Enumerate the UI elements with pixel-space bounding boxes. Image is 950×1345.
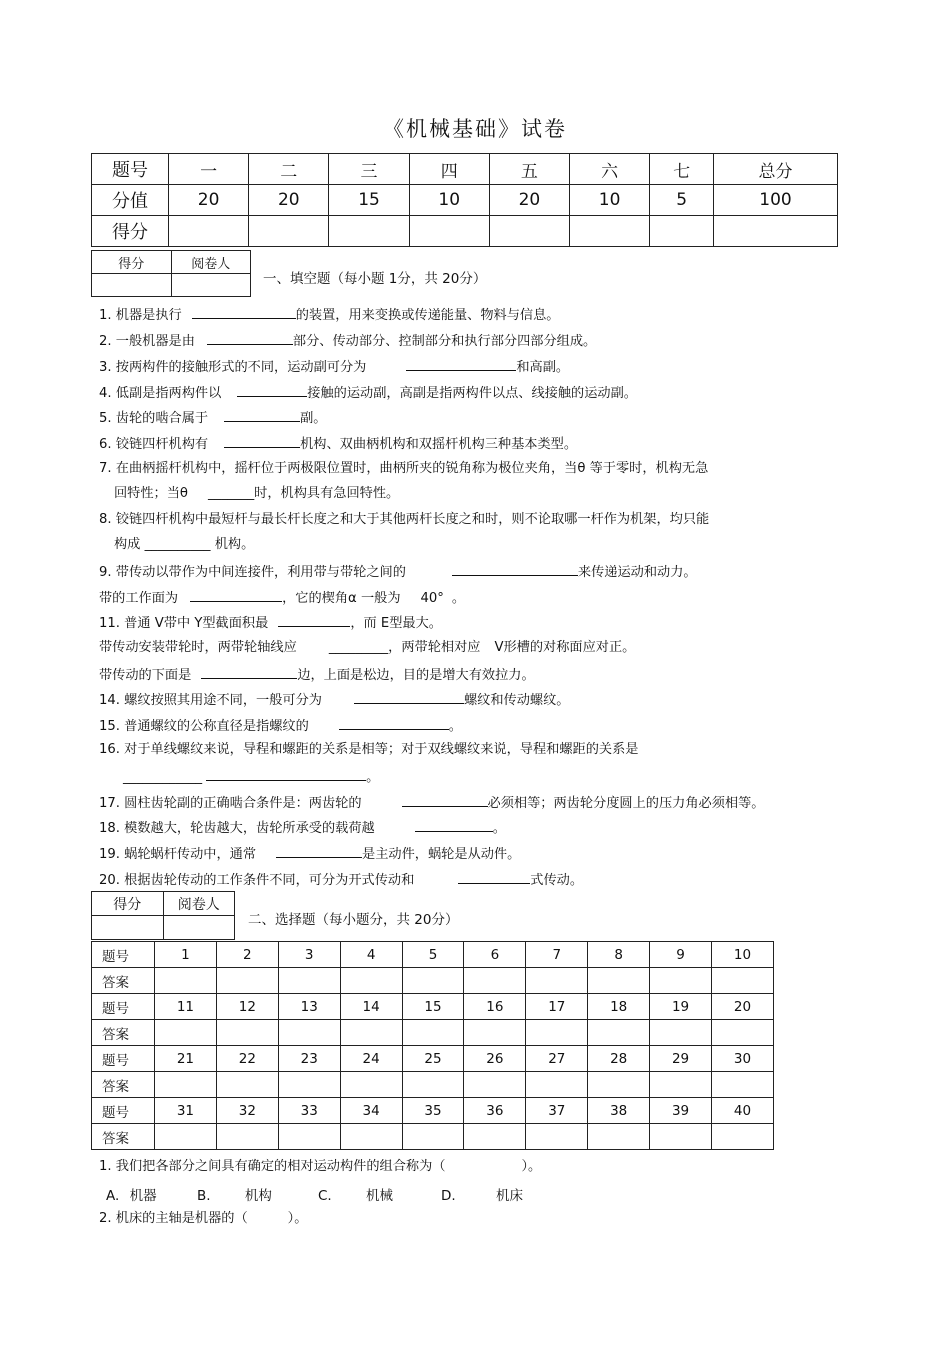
answer-blank[interactable]: [201, 666, 297, 679]
fill-question-10: [99, 589, 465, 607]
question-number-cell: 25: [402, 1046, 464, 1072]
answer-cell[interactable]: [216, 1124, 278, 1150]
score-header-cell: 题号: [92, 154, 169, 185]
page-title: 《机械基础》试卷: [383, 117, 567, 141]
answer-number-label: 题号: [92, 1046, 155, 1072]
question-number-cell: 19: [650, 994, 712, 1020]
answer-blank[interactable]: [224, 409, 300, 422]
option-c[interactable]: [318, 1184, 393, 1204]
answer-number-row: [92, 1046, 774, 1072]
score-earned-cell[interactable]: [713, 216, 837, 247]
answer-blank[interactable]: [452, 563, 578, 576]
answer-cell[interactable]: [588, 1020, 650, 1046]
question-number-cell: 26: [464, 1046, 526, 1072]
answer-cell[interactable]: [216, 1020, 278, 1046]
answer-cell[interactable]: [588, 1072, 650, 1098]
option-text: 机床: [495, 1188, 523, 1204]
fill-question-5: [99, 409, 326, 427]
score-earned-cell[interactable]: [169, 216, 249, 247]
question-text: 40°: [420, 591, 444, 606]
fill-question-8-cont: [114, 537, 254, 553]
answer-label: 答案: [92, 1124, 155, 1150]
score-earned-cell[interactable]: [249, 216, 329, 247]
question-text: ）。: [287, 1211, 308, 1226]
answer-number-row: [92, 1098, 774, 1124]
answer-cell[interactable]: [712, 1072, 774, 1098]
answer-row: [92, 1124, 774, 1150]
answer-blank[interactable]: [415, 819, 493, 832]
grader-reviewer-label: 阅卷人: [163, 892, 235, 916]
question-number-cell: 17: [526, 994, 588, 1020]
answer-row: [92, 1020, 774, 1046]
question-number-cell: 31: [155, 1098, 217, 1124]
option-text: 机构: [244, 1188, 272, 1204]
score-value-cell: 20: [489, 185, 569, 216]
option-d[interactable]: [441, 1184, 523, 1204]
answer-blank[interactable]: [278, 614, 350, 627]
score-header-cell: 五: [489, 154, 569, 185]
question-text: 式传动。: [530, 873, 584, 888]
option-label: D.: [441, 1188, 456, 1204]
question-text: 和高副。: [516, 360, 570, 375]
answer-cell[interactable]: [712, 1124, 774, 1150]
question-number-cell: 21: [155, 1046, 217, 1072]
grader-reviewer-cell[interactable]: [171, 274, 251, 297]
answer-number-label: 题号: [92, 1098, 155, 1124]
answer-cell[interactable]: [464, 1072, 526, 1098]
question-number-cell: 9: [650, 942, 712, 968]
question-text: 1. 机器是执行: [99, 308, 182, 323]
answer-cell[interactable]: [340, 1124, 402, 1150]
fill-question-7-cont: [114, 486, 399, 502]
answer-cell[interactable]: [650, 968, 712, 994]
question-number-cell: 33: [278, 1098, 340, 1124]
answer-label: 答案: [92, 1072, 155, 1098]
question-number-cell: 40: [712, 1098, 774, 1124]
fill-question-16-cont: [123, 768, 379, 786]
answer-cell[interactable]: [650, 1072, 712, 1098]
question-text: ，而 E型最大。: [350, 616, 442, 631]
grader-score-label: 得分: [92, 892, 164, 916]
question-text: 9. 带传动以带作为中间连接件，利用带与带轮之间的: [99, 565, 406, 580]
answer-cell[interactable]: [402, 1124, 464, 1150]
answer-blank[interactable]: [237, 384, 307, 397]
answer-blank[interactable]: _________: [328, 640, 389, 655]
score-table-values-row: [92, 185, 838, 216]
question-text: 15. 普通螺纹的公称直径是指螺纹的: [99, 719, 309, 734]
question-text: 1. 我们把各部分之间具有确定的相对运动构件的组合称为（: [99, 1159, 446, 1174]
grader-box-section1: [91, 250, 251, 297]
question-number-cell: 36: [464, 1098, 526, 1124]
answer-number-label: 题号: [92, 942, 155, 968]
question-number-cell: 5: [402, 942, 464, 968]
option-label: A.: [106, 1188, 120, 1204]
question-number-cell: 12: [216, 994, 278, 1020]
question-number-cell: 30: [712, 1046, 774, 1072]
answer-cell[interactable]: [278, 1072, 340, 1098]
question-number-cell: 18: [588, 994, 650, 1020]
question-text: 机构、双曲柄机构和双摇杆机构三种基本类型。: [300, 437, 578, 452]
question-number-cell: 4: [340, 942, 402, 968]
question-text: 带传动的下面是: [99, 668, 192, 683]
answer-cell[interactable]: [402, 1072, 464, 1098]
score-value-cell: 20: [169, 185, 249, 216]
answer-cell[interactable]: [278, 1020, 340, 1046]
question-number-cell: 35: [402, 1098, 464, 1124]
fill-question-17: [99, 794, 764, 812]
question-text: V形槽的对称面应对正。: [494, 640, 636, 655]
question-text: 。: [451, 591, 466, 606]
question-text: 2. 机床的主轴是机器的（: [99, 1211, 248, 1226]
question-number-cell: 2: [216, 942, 278, 968]
answer-cell[interactable]: [712, 1020, 774, 1046]
answer-blank[interactable]: [190, 589, 282, 602]
question-number-cell: 28: [588, 1046, 650, 1072]
question-text: 18. 模数越大，轮齿越大，齿轮所承受的载荷越: [99, 821, 375, 836]
answer-row: [92, 1072, 774, 1098]
question-text: 构成 __________ 机构。: [114, 537, 255, 552]
score-header-cell: 二: [249, 154, 329, 185]
answer-cell[interactable]: [340, 1072, 402, 1098]
question-text: 必须相等；两齿轮分度圆上的压力角必须相等。: [487, 796, 765, 811]
fill-question-3: [99, 358, 569, 376]
grader-score-cell[interactable]: [92, 916, 164, 940]
question-number-cell: 23: [278, 1046, 340, 1072]
fill-question-9: [99, 563, 697, 581]
score-earned-cell[interactable]: [329, 216, 409, 247]
question-text: 2. 一般机器是由: [99, 334, 195, 349]
question-number-cell: 15: [402, 994, 464, 1020]
answer-number-row: [92, 994, 774, 1020]
score-value-cell: 20: [249, 185, 329, 216]
question-number-cell: 39: [650, 1098, 712, 1124]
score-header-cell: 六: [570, 154, 650, 185]
answer-cell[interactable]: [278, 968, 340, 994]
question-text: 边，上面是松边，目的是增大有效拉力。: [297, 668, 535, 683]
fill-question-20: [99, 871, 583, 889]
score-value-cell: 10: [409, 185, 489, 216]
answer-cell[interactable]: [526, 1020, 588, 1046]
fill-question-15: [99, 717, 462, 735]
score-earned-cell[interactable]: [489, 216, 569, 247]
question-number-cell: 20: [712, 994, 774, 1020]
question-text: 14. 螺纹按照其用途不同，一般可分为: [99, 693, 322, 708]
option-text: 机器: [129, 1188, 157, 1204]
option-text: 机械: [366, 1188, 394, 1204]
answer-cell[interactable]: [155, 1020, 217, 1046]
question-number-cell: 16: [464, 994, 526, 1020]
answer-blank[interactable]: [402, 794, 488, 807]
question-text: ，它的楔角α 一般为: [282, 591, 401, 606]
score-value-cell: 分值: [92, 185, 169, 216]
question-number-cell: 8: [588, 942, 650, 968]
question-number-cell: 14: [340, 994, 402, 1020]
question-text: 带传动安装带轮时，两带轮轴线应: [99, 640, 297, 655]
question-number-cell: 32: [216, 1098, 278, 1124]
option-label: C.: [318, 1188, 332, 1204]
question-text: ）。: [521, 1159, 542, 1174]
fill-question-6: [99, 435, 577, 453]
question-text: 11. 普通 V带中 Y型截面积最: [99, 616, 269, 631]
answer-cell[interactable]: [712, 968, 774, 994]
score-value-cell: 5: [650, 185, 714, 216]
fill-question-2: [99, 332, 596, 350]
question-text: _______时，机构具有急回特性。: [208, 486, 400, 501]
question-number-cell: 3: [278, 942, 340, 968]
answer-cell[interactable]: [278, 1124, 340, 1150]
answer-cell[interactable]: [650, 1124, 712, 1150]
answer-cell[interactable]: [155, 968, 217, 994]
question-text: 16. 对于单线螺纹来说，导程和螺距的关系是相等；对于双线螺纹来说，导程和螺距的关系是: [99, 742, 639, 757]
fill-question-8: [99, 512, 709, 528]
answer-blank[interactable]: [458, 871, 530, 884]
answer-cell[interactable]: [650, 1020, 712, 1046]
question-number-cell: 6: [464, 942, 526, 968]
answer-cell[interactable]: [526, 968, 588, 994]
score-earned-cell[interactable]: [570, 216, 650, 247]
question-text: 来传递运动和动力。: [577, 565, 697, 580]
question-text: 6. 铰链四杆机构有: [99, 437, 209, 452]
answer-cell[interactable]: [588, 968, 650, 994]
answer-blank[interactable]: [276, 845, 362, 858]
answer-number-label: 题号: [92, 994, 155, 1020]
option-a[interactable]: [106, 1184, 157, 1204]
answer-label: 答案: [92, 1020, 155, 1046]
answer-table: [91, 941, 774, 1150]
answer-cell[interactable]: [526, 1072, 588, 1098]
answer-cell[interactable]: [155, 1124, 217, 1150]
question-text: 螺纹和传动螺纹。: [463, 693, 570, 708]
question-text: 。: [492, 821, 506, 836]
answer-cell[interactable]: [464, 1020, 526, 1046]
section1-heading: 一、填空题（每小题 1分，共 20分）: [263, 271, 487, 287]
section2-heading: 二、选择题（每小题分，共 20分）: [248, 912, 459, 928]
score-value-cell: 100: [713, 185, 837, 216]
score-table: [91, 153, 838, 247]
question-number-cell: 27: [526, 1046, 588, 1072]
answer-blank[interactable]: [192, 306, 296, 319]
question-number-cell: 10: [712, 942, 774, 968]
grader-score-cell[interactable]: [92, 274, 172, 297]
option-label: B.: [197, 1188, 211, 1204]
choice-question-2: [99, 1211, 307, 1227]
answer-blank[interactable]: ____________: [123, 770, 203, 785]
score-header-cell: 总分: [713, 154, 837, 185]
score-header-cell: 四: [409, 154, 489, 185]
question-text: 7. 在曲柄摇杆机构中，摇杆位于两极限位置时，曲柄所夹的锐角称为极位夹角，当θ 等于零时，机构无急: [99, 461, 709, 476]
fill-question-16: [99, 742, 638, 758]
answer-row: [92, 968, 774, 994]
answer-cell[interactable]: [216, 1072, 278, 1098]
question-number-cell: 38: [588, 1098, 650, 1124]
score-header-cell: 三: [329, 154, 409, 185]
answer-cell[interactable]: [588, 1124, 650, 1150]
grader-reviewer-label: 阅卷人: [171, 251, 251, 274]
question-text: 部分、传动部分、控制部分和执行部分四部分组成。: [292, 334, 597, 349]
answer-cell[interactable]: [526, 1124, 588, 1150]
answer-blank[interactable]: [354, 691, 464, 704]
option-b[interactable]: [197, 1184, 272, 1204]
fill-question-11: [99, 614, 442, 632]
question-number-cell: 34: [340, 1098, 402, 1124]
grader-reviewer-cell[interactable]: [163, 916, 235, 940]
question-text: 回特性；当θ: [114, 486, 189, 501]
fill-question-19: [99, 845, 520, 863]
answer-cell[interactable]: [464, 968, 526, 994]
grader-score-label: 得分: [92, 251, 172, 274]
score-earned-label: 得分: [92, 216, 169, 247]
question-text: 。: [366, 770, 380, 785]
question-text: 4. 低副是指两构件以: [99, 386, 222, 401]
question-number-cell: 13: [278, 994, 340, 1020]
answer-blank[interactable]: [339, 717, 449, 730]
question-text: 带的工作面为: [99, 591, 179, 606]
question-text: 接触的运动副，高副是指两构件以点、线接触的运动副。: [307, 386, 637, 401]
question-text: 17. 圆柱齿轮副的正确啮合条件是：两齿轮的: [99, 796, 362, 811]
question-number-cell: 22: [216, 1046, 278, 1072]
choice-question-1: [99, 1159, 541, 1175]
fill-question-14: [99, 691, 569, 709]
answer-blank[interactable]: [206, 768, 366, 781]
fill-question-18: [99, 819, 506, 837]
score-earned-cell[interactable]: [650, 216, 714, 247]
question-text: 。: [448, 719, 462, 734]
answer-blank[interactable]: [224, 435, 300, 448]
question-number-cell: 24: [340, 1046, 402, 1072]
score-header-cell: 一: [169, 154, 249, 185]
fill-question-12: [99, 640, 635, 656]
question-number-cell: 11: [155, 994, 217, 1020]
score-header-cell: 七: [650, 154, 714, 185]
answer-cell[interactable]: [216, 968, 278, 994]
question-text: 5. 齿轮的啮合属于: [99, 411, 209, 426]
answer-cell[interactable]: [464, 1124, 526, 1150]
question-text: 3. 按两构件的接触形式的不同，运动副可分为: [99, 360, 367, 375]
question-text: 的装置，用来变换或传递能量、物料与信息。: [295, 308, 560, 323]
fill-question-1: [99, 306, 559, 324]
answer-number-row: [92, 942, 774, 968]
question-number-cell: 7: [526, 942, 588, 968]
question-number-cell: 37: [526, 1098, 588, 1124]
fill-question-7: [99, 461, 708, 477]
answer-cell[interactable]: [340, 1020, 402, 1046]
score-earned-cell[interactable]: [409, 216, 489, 247]
grader-box-section2: [91, 891, 235, 940]
question-number-cell: 1: [155, 942, 217, 968]
answer-cell[interactable]: [155, 1072, 217, 1098]
question-text: 20. 根据齿轮传动的工作条件不同，可分为开式传动和: [99, 873, 415, 888]
answer-label: 答案: [92, 968, 155, 994]
answer-cell[interactable]: [340, 968, 402, 994]
score-value-cell: 10: [570, 185, 650, 216]
answer-blank[interactable]: [406, 358, 516, 371]
question-number-cell: 29: [650, 1046, 712, 1072]
score-table-header-row: [92, 154, 838, 185]
score-table-earned-row: [92, 216, 838, 247]
question-text: 8. 铰链四杆机构中最短杆与最长杆长度之和大于其他两杆长度之和时，则不论取哪一杆作为机架，均只能: [99, 512, 710, 527]
question-text: ，两带轮相对应: [388, 640, 481, 655]
question-text: 19. 蜗轮蜗杆传动中，通常: [99, 847, 257, 862]
question-text: 副。: [300, 411, 327, 426]
fill-question-4: [99, 384, 637, 402]
answer-cell[interactable]: [402, 968, 464, 994]
answer-cell[interactable]: [402, 1020, 464, 1046]
fill-question-13: [99, 666, 535, 684]
answer-blank[interactable]: [207, 332, 293, 345]
score-value-cell: 15: [329, 185, 409, 216]
question-text: 是主动件，蜗轮是从动件。: [362, 847, 521, 862]
